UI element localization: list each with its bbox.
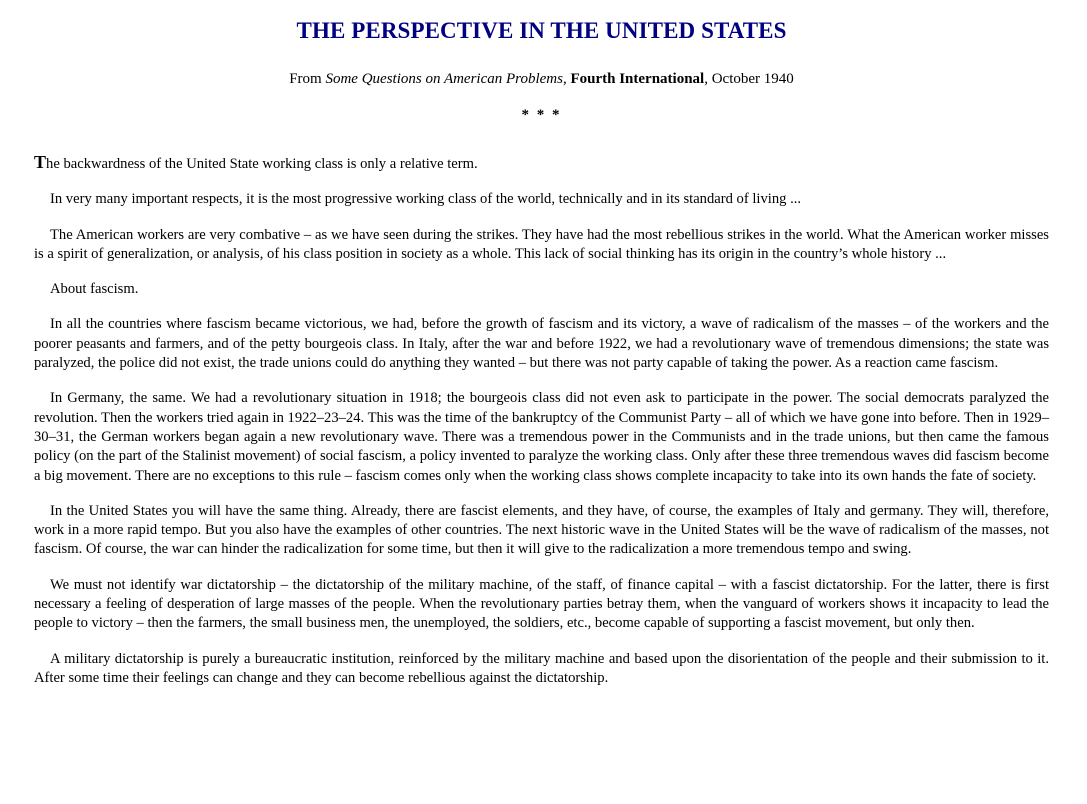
initial-letter: T [34, 152, 47, 172]
paragraph-6: In Germany, the same. We had a revolutionary situation in 1918; the bourgeois class did not even ask to participate in the power. The social democrats paralyzed the revolution. Then the workers tried again in 1922–23–24. This was the time of the bankruptcy of the Communist Party – all of which we have gone into before. Then in 1929–30–31, the German workers began again a new revolutionary wave. There was a tremendous power in the Communists and in the trade unions, but then came the famous policy (on the part of the Stalinist movement) of social fascism, a policy invented to paralyze the working class. Only after these three tremendous waves did fascism become a big movement. There are no exceptions to this rule – fascism comes only when the working class shows complete incapacity to take into its own hands the fate of society. [34, 390, 1049, 484]
source-publication: Fourth International [570, 71, 705, 87]
source-prefix: From [289, 71, 326, 87]
paragraph-8: We must not identify war dictatorship – the dictatorship of the military machine, of the staff, of finance capital – with a fascist dictatorship. For the latter, there is first necessary a feeling of desperation of large masses of the people. When the revolutionary parties betray them, when the vanguard of workers shows it incapacity to lead the people to victory – then the farmers, the small business men, the unemployed, the soldiers, etc., become capable of supporting a fascist movement, but only then. [34, 576, 1049, 632]
paragraph-1 [34, 153, 1049, 174]
section-separator: * * * [521, 107, 562, 123]
paragraph-1-text: he backwardness of the United State working class is only a relative term. [46, 156, 478, 172]
source-date: , October 1940 [704, 71, 794, 87]
source-line [34, 70, 1049, 88]
paragraph-3: The American workers are very combative – as we have seen during the strikes. They have had the most rebellious strikes in the world. What the American worker misses is a spirit of generalization, or analysis, of his class position in society as a whole. This lack of social thinking has its origin in the country’s whole history ... [34, 226, 1049, 262]
source-work-title: Some Questions on American Problems [325, 71, 563, 87]
article-body [34, 153, 1049, 688]
paragraph-4: About fascism. [50, 281, 139, 298]
paragraph-7: In the United States you will have the same thing. Already, there are fascist elements, and they have, of course, the examples of Italy and germany. They will, therefore, work in a more rapid tempo. But you also have the examples of other countries. The next historic wave in the United States will be the wave of radicalism of the masses, not fascism. Of course, the war can hinder the radicalization for some time, but then it will give to the radicalization a more tremendous tempo and swing. [34, 502, 1049, 558]
source-separator: , [562, 71, 571, 87]
paragraph-5: In all the countries where fascism became victorious, we had, before the growth of fascism and its victory, a wave of radicalism of the masses – of the workers and the poorer peasants and farmers, and of the petty bourgeois class. In Italy, after the war and before 1922, we had a revolutionary wave of tremendous dimensions; the state was paralyzed, the police did not exist, the trade unions could do anything they wanted – but there was not party capable of taking the power. As a reaction came fascism. [34, 316, 1049, 372]
page-title: THE PERSPECTIVE IN THE UNITED STATES [296, 18, 787, 43]
paragraph-9: A military dictatorship is purely a bureaucratic institution, reinforced by the military machine and based upon the disorientation of the people and their submission to it. After some time their feelings can change and they can become rebellious against the dictatorship. [34, 650, 1049, 686]
paragraph-2: In very many important respects, it is the most progressive working class of the world, technically and in its standard of living ... [50, 191, 802, 208]
